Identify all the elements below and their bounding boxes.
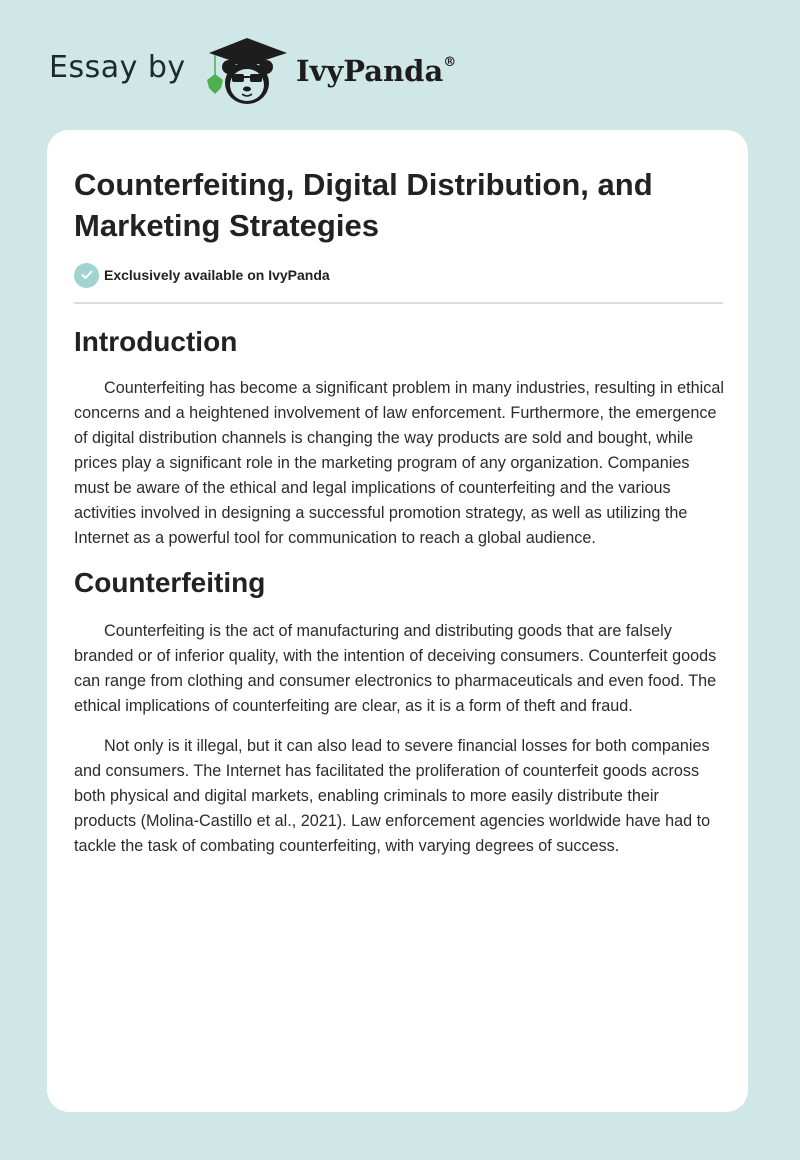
exclusive-badge (74, 261, 330, 289)
section-counterfeiting (74, 563, 724, 859)
section-heading: Counterfeiting (74, 567, 266, 598)
brand-logo-text[interactable] (296, 54, 456, 88)
section-heading: Introduction (74, 326, 238, 357)
panda-graduate-icon[interactable] (203, 36, 291, 108)
essay-by-label: Essay by (49, 50, 186, 85)
exclusive-text: Exclusively available on IvyPanda (104, 267, 330, 283)
paragraph: Counterfeiting is the act of manufacturing and distributing goods that are falsely branded or of inferior quality, with the intention of deceiving consumers. Counterfeit goods can range from clothing and consumer electronics to pharmaceuticals and even food. The ethical implications of counterfeiting are clear, as it is a form of theft and fraud. (74, 622, 717, 715)
section-introduction (74, 322, 724, 551)
divider (74, 302, 723, 304)
site-header (0, 0, 800, 130)
essay-card (47, 130, 748, 1112)
page-title: Counterfeiting, Digital Distribution, and Marketing Strategies (74, 167, 653, 243)
paragraph: Counterfeiting has become a significant problem in many industries, resulting in ethical concerns and a heightened involvement of law enforcement. Furthermore, the emergence of digital distribution channels is changing the way products are sold and bought, while prices play a significant role in the marketing program of any organization. Companies must be aware of the ethical and legal implications of counterfeiting and the various activities involved in designing a successful promotion strategy, as well as utilizing the Internet as a powerful tool for communication to reach a global audience. (74, 379, 724, 547)
brand-name: IvyPanda (296, 54, 444, 88)
paragraph: Not only is it illegal, but it can also lead to severe financial losses for both companies and consumers. The Internet has facilitated the proliferation of counterfeit goods across both physical and digital markets, enabling criminals to more easily distribute their products (Molina-Castillo et al., 2021). Law enforcement agencies worldwide have had to tackle the task of combating counterfeiting, with varying degrees of success. (74, 737, 711, 855)
article-body (74, 322, 724, 859)
registered-mark: ® (443, 55, 457, 71)
check-circle-icon (74, 263, 99, 288)
